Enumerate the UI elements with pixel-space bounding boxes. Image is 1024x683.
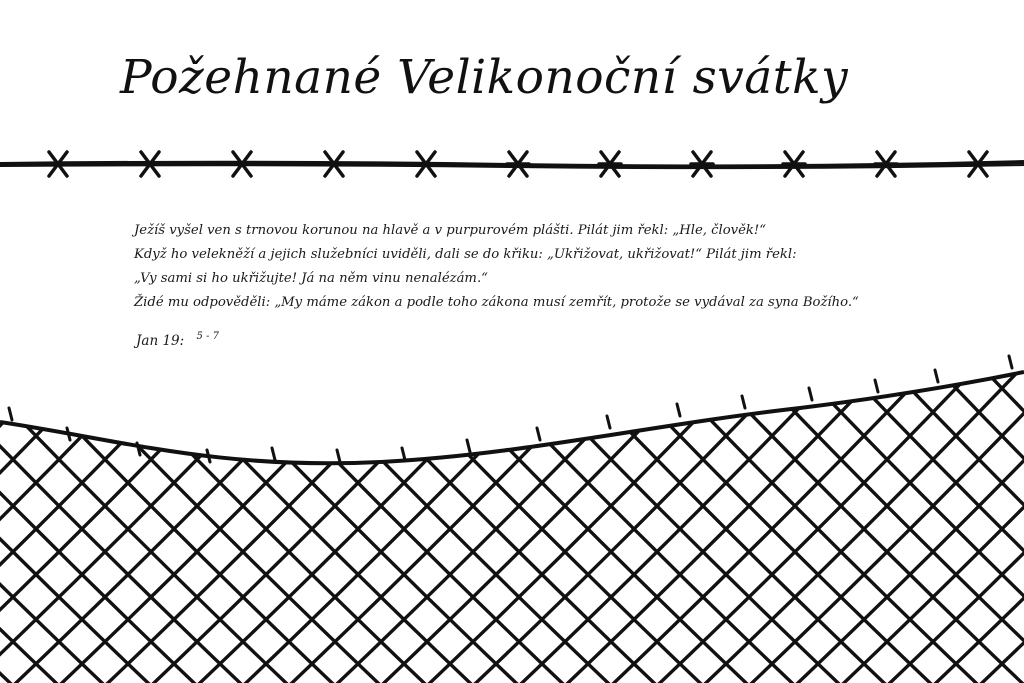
verse-line: Židé mu odpověděli: „My máme zákon a podle toho zákona musí zemřít, protože se vydával za syna Božího.“: [134, 295, 859, 310]
greeting-title: Požehnané Velikonoční svátky: [120, 50, 849, 105]
reference-chapter: Jan 19:: [136, 333, 185, 349]
verse-line: „Vy sami si ho ukřižujte! Já na něm vinu nenalézám.“: [134, 271, 488, 286]
verse-line: Ježíš vyšel ven s trnovou korunou na hlavě a v purpurovém plášti. Pilát jim řekl: „Hle, člověk!“: [134, 223, 766, 238]
reference-verses: 5 - 7: [196, 331, 219, 342]
verse-line: Když ho velekněží a jejich služebníci uviděli, dali se do křiku: „Ukřižovat, ukřižovat!“ Pilát jim řekl:: [134, 247, 797, 262]
